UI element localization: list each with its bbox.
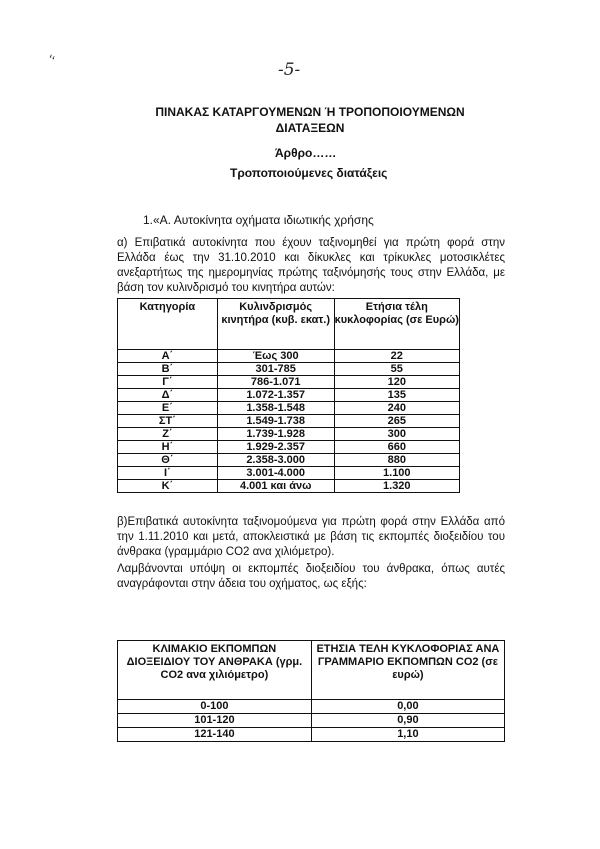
table-cell: Β΄ <box>118 363 218 376</box>
table-cell: Α΄ <box>118 350 218 363</box>
table-cell: 101-120 <box>118 714 312 728</box>
column-header-fee-per-gram: ΕΤΗΣΙΑ ΤΕΛΗ ΚΥΚΛΟΦΟΡΙΑΣ ΑΝΑ ΓΡΑΜΜΑΡΙΟ ΕΚΠΟΜΠΩΝ CO2 (σε ευρώ) <box>311 641 504 700</box>
table-cell: Θ΄ <box>118 454 218 467</box>
table-cell: 1.739-1.928 <box>217 428 334 441</box>
table-cell: 135 <box>334 389 459 402</box>
table-cell: 3.001-4.000 <box>217 467 334 480</box>
table-cell: 120 <box>334 376 459 389</box>
table-cell: 1.929-2.357 <box>217 441 334 454</box>
table-row <box>118 389 460 402</box>
table-row <box>118 714 505 728</box>
table-row <box>118 363 460 376</box>
table-cell: 0,00 <box>311 700 504 714</box>
table-cell: 660 <box>334 441 459 454</box>
document-title: ΠΙΝΑΚΑΣ ΚΑΤΑΡΓΟΥΜΕΝΩΝ Ή ΤΡΟΠΟΠΟΙΟΥΜΕΝΩΝ ΔΙΑΤΑΞΕΩΝ <box>155 105 465 135</box>
engine-capacity-fees-table <box>117 298 460 493</box>
table-body <box>118 700 505 742</box>
table-cell: 240 <box>334 402 459 415</box>
table-cell: 1.358-1.548 <box>217 402 334 415</box>
article-label: Άρθρο…… <box>275 146 337 160</box>
table-cell: 1.549-1.738 <box>217 415 334 428</box>
table-cell: 121-140 <box>118 728 312 742</box>
table-cell: 55 <box>334 363 459 376</box>
table-header-row <box>118 299 460 350</box>
table-cell: 0,90 <box>311 714 504 728</box>
table-row <box>118 700 505 714</box>
table-cell: 1.100 <box>334 467 459 480</box>
table-cell: ΣΤ΄ <box>118 415 218 428</box>
corner-handwritten-mark: ʻ‘ <box>45 51 57 69</box>
table-row <box>118 350 460 363</box>
table-cell: Κ΄ <box>118 480 218 493</box>
table-cell: 1.320 <box>334 480 459 493</box>
table-cell: 22 <box>334 350 459 363</box>
table-row <box>118 728 505 742</box>
table-cell: Γ΄ <box>118 376 218 389</box>
column-header-emission-range: ΚΛΙΜΑΚΙΟ ΕΚΠΟΜΠΩΝ ΔΙΟΞΕΙΔΙΟΥ ΤΟΥ ΑΝΘΡΑΚΑ (γρμ. CO2 ανα χιλιόμετρο) <box>118 641 312 700</box>
column-header-engine-capacity: Κυλινδρισμός κινητήρα (κυβ. εκατ.) <box>217 299 334 350</box>
table-cell: 301-785 <box>217 363 334 376</box>
table-row <box>118 415 460 428</box>
table-row <box>118 441 460 454</box>
paragraph-heading: 1.«Α. Αυτοκίνητα οχήματα ιδιωτικής χρήσης <box>143 213 374 227</box>
paragraph-a: α) Επιβατικά αυτοκίνητα που έχουν ταξινομηθεί για πρώτη φορά στην Ελλάδα έως την 31.10.2010 και δίκυκλες και τρίκυκλες μοτοσικλέτες ανεξαρτήτως της ημερομηνίας πρώτης ταξινόμησής τους στην Ελλάδα, με βάση τον κυλινδρισμό του κινητήρα αυτών: <box>117 237 505 294</box>
table-cell: Έως 300 <box>217 350 334 363</box>
table-cell: 880 <box>334 454 459 467</box>
paragraph-c: Λαμβάνονται υπόψη οι εκπομπές διοξειδίου του άνθρακα, όπως αυτές αναγράφονται στην άδεια του οχήματος, ως εξής: <box>117 563 505 590</box>
table-cell: Ε΄ <box>118 402 218 415</box>
table-cell: Δ΄ <box>118 389 218 402</box>
table-row <box>118 480 460 493</box>
column-header-annual-fees: Ετήσια τέλη κυκλοφορίας (σε Ευρώ) <box>334 299 459 350</box>
table-cell: 1,10 <box>311 728 504 742</box>
table-row <box>118 376 460 389</box>
table-cell: 300 <box>334 428 459 441</box>
page-number: -5- <box>278 60 301 80</box>
co2-emission-fees-table <box>117 640 505 742</box>
table-row <box>118 454 460 467</box>
table-cell: 265 <box>334 415 459 428</box>
section-subtitle: Τροποποιούμενες διατάξεις <box>230 166 388 180</box>
paragraph-b: β)Επιβατικά αυτοκίνητα ταξινομούμενα για πρώτη φορά στην Ελλάδα από την 1.11.2010 και μετά, αποκλειστικά με βάση τις εκπομπές διοξειδίου του άνθρακα (γραμμάριο CO2 ανα χιλιόμετρο). <box>117 516 505 558</box>
table-cell: Ζ΄ <box>118 428 218 441</box>
table-cell: 2.358-3.000 <box>217 454 334 467</box>
table-header-row <box>118 641 505 700</box>
table-row <box>118 428 460 441</box>
table-cell: Ι΄ <box>118 467 218 480</box>
column-header-category: Κατηγορία <box>118 299 218 350</box>
table-cell: 0-100 <box>118 700 312 714</box>
table-row <box>118 467 460 480</box>
table-row <box>118 402 460 415</box>
table-cell: 4.001 και άνω <box>217 480 334 493</box>
table-cell: Η΄ <box>118 441 218 454</box>
table-cell: 786-1.071 <box>217 376 334 389</box>
table-body <box>118 350 460 493</box>
table-cell: 1.072-1.357 <box>217 389 334 402</box>
